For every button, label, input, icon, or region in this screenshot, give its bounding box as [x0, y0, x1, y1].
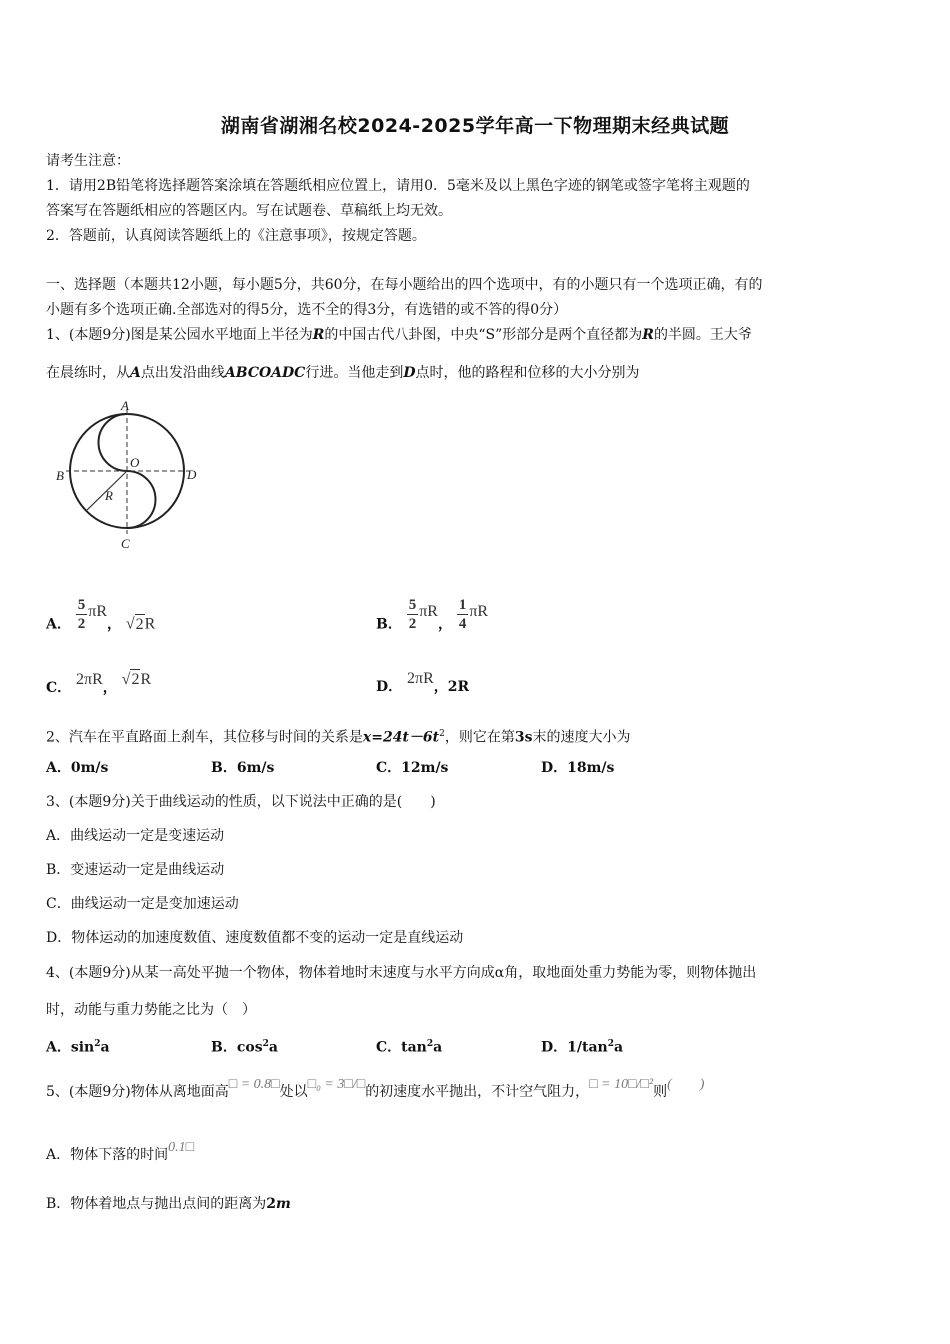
section-intro-1: 一、选择题（本题共12小题，每小题5分，共60分，在每小题给出的四个选项中，有的小题只有一个选项正确，有的 — [46, 277, 763, 293]
q5-option-a[interactable]: A．物体下落的时间0.1□ — [46, 1140, 195, 1163]
notice-item-1b: 答案写在答题纸相应的答题区内。写在试题卷、草稿纸上均无效。 — [46, 203, 452, 219]
q4-stem-line1: 4、(本题9分)从某一高处平抛一个物体，物体着地时末速度与水平方向成α角，取地面处重力势能为零，则物体抛出 — [46, 965, 757, 981]
q4-stem-line2: 时，动能与重力势能之比为（ ） — [46, 1002, 256, 1018]
q4-option-a[interactable]: A．$\sin^2a$ — [46, 1039, 110, 1056]
q3-option-c[interactable]: C．曲线运动一定是变加速运动 — [46, 896, 239, 912]
lower-semicircle — [127, 471, 156, 528]
q2-stem: 2、汽车在平直路面上刹车，其位移与时间的关系是$x=24t-6t^2$，则它在第3s末的速度大小为 — [46, 729, 631, 746]
q1-stem-line2: 在晨练时，从A点出发沿曲线ABCOADC行进。当他走到D点时，他的路程和位移的大小分别为 — [46, 365, 640, 381]
q4-option-d[interactable]: D．$1/\tan^2a$ — [541, 1039, 624, 1056]
q4-option-b[interactable]: B．$\cos^2a$ — [211, 1039, 278, 1056]
label-B: B — [56, 468, 64, 483]
q5-option-b[interactable]: B．物体着地点与抛出点间的距离为2m — [46, 1196, 291, 1212]
q3-option-b[interactable]: B．变速运动一定是曲线运动 — [46, 862, 225, 878]
q1-option-c[interactable]: C． 2πR， √2R — [46, 671, 152, 696]
q2-option-b[interactable]: B．6m/s — [211, 760, 275, 776]
section-intro-2: 小题有多个选项正确.全部选对的得5分，选不全的得3分，有选错的或不答的得0分） — [46, 302, 568, 318]
q4-option-c[interactable]: C．$\tan^2a$ — [376, 1039, 443, 1056]
q5-stem: 5、(本题9分)物体从离地面高□ = 0.8□处以□₀ = 3□/□的初速度水平抛出，不计空气阻力，□ = 10□/□²则( ) — [46, 1077, 705, 1100]
q3-option-a[interactable]: A．曲线运动一定是变速运动 — [46, 828, 225, 844]
q2-option-a[interactable]: A．0m/s — [46, 760, 109, 776]
label-D: D — [187, 467, 197, 482]
upper-semicircle — [99, 414, 128, 471]
q1-option-a[interactable]: A． $\frac{5}{2}$ πR， √2R — [46, 597, 156, 633]
q1-stem-line1: 1、(本题9分)图是某公园水平地面上半径为R的中国古代八卦图，中央“S”形部分是两个直径都为R的半圆。王大爷 — [46, 327, 752, 343]
q2-option-c[interactable]: C．12m/s — [376, 760, 449, 776]
label-C: C — [121, 536, 130, 550]
label-O: O — [130, 455, 140, 470]
label-A: A — [121, 398, 129, 413]
notice-heading: 请考生注意： — [46, 153, 130, 169]
notice-item-1a: 1．请用2B铅笔将选择题答案涂填在答题纸相应位置上，请用0．5毫米及以上黑色字迹的钢笔或签字笔将主观题的 — [46, 178, 750, 194]
notice-item-2: 2．答题前，认真阅读答题纸上的《注意事项》，按规定答题。 — [46, 228, 426, 244]
page-title: 湖南省湖湘名校2024-2025学年高一下物理期末经典试题 — [220, 115, 730, 137]
q1-option-d[interactable]: D． 2πR，2R — [376, 670, 470, 695]
q1-option-b[interactable]: B． $\frac{5}{2}$ πR， $\frac{1}{4}$ πR — [376, 597, 489, 633]
q3-stem: 3、(本题9分)关于曲线运动的性质，以下说法中正确的是( ) — [46, 794, 436, 810]
q2-option-d[interactable]: D．18m/s — [541, 760, 615, 776]
label-R: R — [105, 488, 113, 503]
bagua-diagram — [50, 398, 202, 550]
q3-option-d[interactable]: D．物体运动的加速度数值、速度数值都不变的运动一定是直线运动 — [46, 930, 464, 946]
